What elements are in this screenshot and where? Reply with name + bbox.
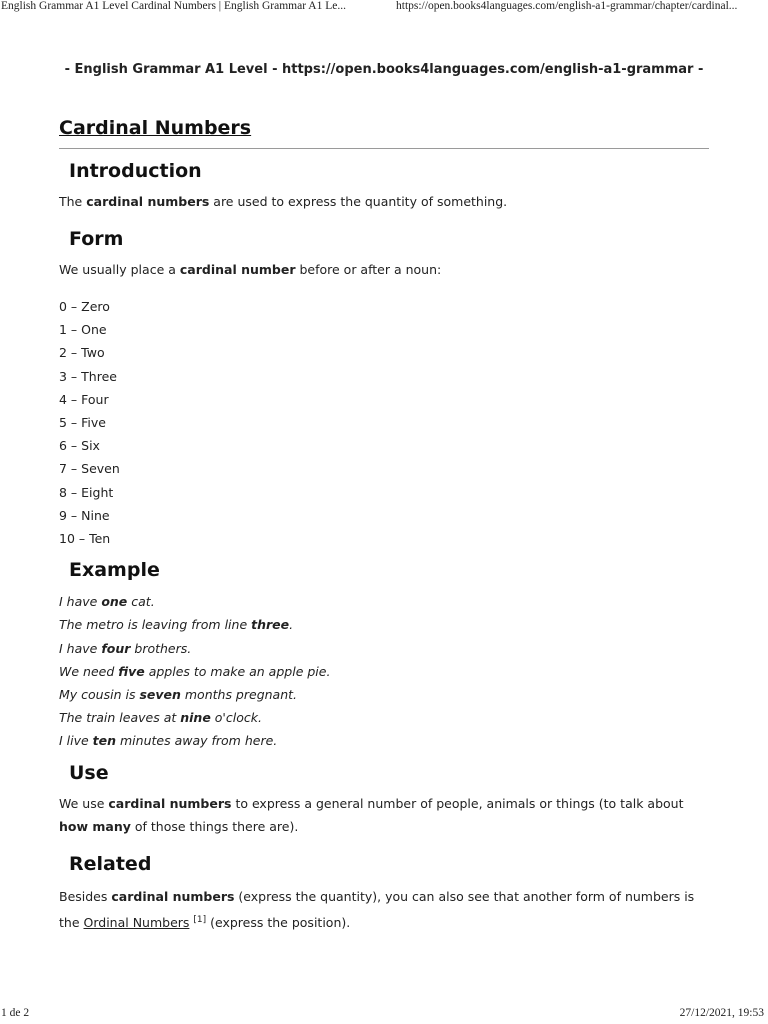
- form-bold: cardinal number: [179, 262, 296, 277]
- example-text-end: cat.: [127, 594, 155, 610]
- numbers-list: [59, 295, 711, 550]
- example-bold: five: [118, 663, 145, 679]
- example-text-end: brothers.: [130, 640, 192, 656]
- list-item: 0 – Zero: [59, 299, 110, 314]
- example-sentence: [59, 613, 711, 636]
- example-sentence: [59, 729, 711, 752]
- example-text: The metro is leaving from line: [59, 617, 252, 633]
- list-item: 8 – Eight: [59, 484, 114, 500]
- list-item: 2 – Two: [59, 345, 105, 361]
- example-text-end: minutes away from here.: [116, 733, 278, 749]
- list-item: 1 – One: [59, 322, 107, 338]
- title-divider: [59, 148, 709, 149]
- use-text-mid: to express a general number of people, animals or things (to talk about: [231, 795, 684, 811]
- example-sentence: [59, 660, 711, 683]
- examples-list: [59, 590, 711, 752]
- example-text-end: months pregnant.: [180, 687, 298, 703]
- form-paragraph: [59, 258, 711, 281]
- related-text-mid: (express the quantity), you can also see that another form of numbers is the: [59, 888, 695, 930]
- introduction-text-end: are used to express the quantity of something.: [209, 194, 508, 209]
- list-item: 5 – Five: [59, 415, 106, 431]
- section-heading-example: Example: [69, 559, 160, 582]
- form-text-end: before or after a noun:: [295, 262, 442, 277]
- site-line: - English Grammar A1 Level - https://open.books4languages.com/english-a1-grammar -: [64, 62, 704, 77]
- section-heading-form: Form: [69, 228, 124, 250]
- example-text-end: apples to make an apple pie.: [144, 663, 331, 679]
- example-bold: four: [101, 640, 131, 656]
- print-header: [0, 0, 768, 20]
- related-text: Besides: [59, 888, 112, 904]
- use-bold-how-many: how many: [59, 818, 131, 834]
- example-text: The train leaves at: [59, 710, 181, 726]
- example-text-end: .: [289, 617, 294, 633]
- example-bold: nine: [180, 710, 211, 726]
- example-bold: seven: [139, 687, 181, 703]
- example-text-end: o'clock.: [210, 710, 262, 726]
- section-heading-related: Related: [69, 852, 152, 875]
- print-datetime: 27/12/2021, 19:53: [679, 1007, 764, 1019]
- use-bold: cardinal numbers: [108, 795, 232, 811]
- related-bold: cardinal numbers: [111, 888, 235, 904]
- footnote-ref[interactable]: [1]: [193, 914, 207, 925]
- introduction-text: The: [59, 194, 87, 209]
- related-text-end: (express the position).: [206, 914, 351, 930]
- print-footer: [0, 1007, 768, 1024]
- example-sentence: [59, 706, 711, 729]
- example-sentence: [59, 683, 711, 706]
- ordinal-numbers-link[interactable]: Ordinal Numbers: [83, 914, 190, 930]
- list-item: 6 – Six: [59, 438, 100, 454]
- example-text: I have: [59, 594, 102, 610]
- list-item: 3 – Three: [59, 368, 117, 384]
- example-bold: three: [251, 617, 290, 633]
- use-paragraph: [59, 792, 711, 838]
- introduction-paragraph: [59, 190, 711, 213]
- example-text: I live: [59, 733, 93, 749]
- example-bold: ten: [92, 733, 117, 749]
- print-header-url: https://open.books4languages.com/english-a1-grammar/chapter/cardinal...: [396, 0, 738, 12]
- related-paragraph: [59, 884, 711, 936]
- page-number: 1 de 2: [1, 1007, 30, 1019]
- article: [59, 114, 711, 936]
- example-sentence: [59, 590, 711, 613]
- print-header-title: English Grammar A1 Level Cardinal Numbers | English Grammar A1 Le...: [1, 0, 346, 12]
- form-text: We usually place a: [59, 262, 180, 277]
- use-text-end: of those things there are).: [130, 818, 299, 834]
- list-item: 10 – Ten: [59, 531, 111, 547]
- section-heading-introduction: Introduction: [69, 160, 202, 182]
- page-title: Cardinal Numbers: [59, 117, 252, 139]
- example-bold: one: [101, 594, 128, 610]
- example-text: I have: [59, 640, 102, 656]
- example-text: We need: [59, 663, 119, 679]
- section-heading-use: Use: [69, 761, 109, 784]
- list-item: 9 – Nine: [59, 507, 110, 523]
- list-item: 7 – Seven: [59, 461, 120, 477]
- list-item: 4 – Four: [59, 391, 109, 407]
- introduction-bold: cardinal numbers: [86, 194, 210, 209]
- example-sentence: [59, 637, 711, 660]
- use-text: We use: [59, 795, 109, 811]
- example-text: My cousin is: [59, 687, 140, 703]
